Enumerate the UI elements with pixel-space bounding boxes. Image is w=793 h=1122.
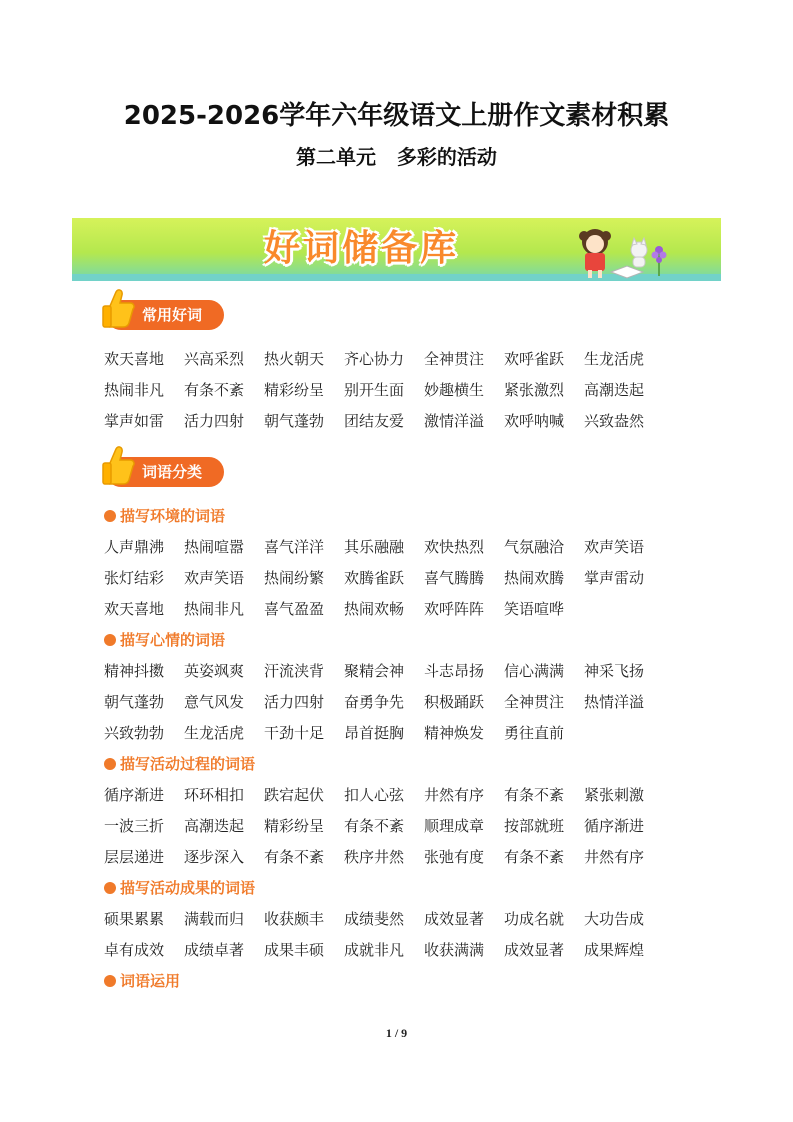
word-item: 兴致盎然 xyxy=(584,412,645,430)
word-item: 热闹欢畅 xyxy=(344,600,405,618)
word-item: 热情洋溢 xyxy=(584,693,645,711)
word-item: 掌声雷动 xyxy=(584,569,645,587)
word-row xyxy=(104,722,584,744)
word-item: 成绩斐然 xyxy=(344,910,405,928)
category-heading xyxy=(104,877,255,899)
category-heading xyxy=(104,505,225,527)
word-item: 顺理成章 xyxy=(424,817,485,835)
category-title: 描写活动成果的词语 xyxy=(120,879,256,897)
word-item: 成效显著 xyxy=(424,910,485,928)
word-row xyxy=(104,784,664,806)
word-item: 活力四射 xyxy=(184,412,245,430)
word-item: 环环相扣 xyxy=(184,786,245,804)
word-item: 朝气蓬勃 xyxy=(264,412,325,430)
word-item: 功成名就 xyxy=(504,910,565,928)
word-item: 热闹非凡 xyxy=(104,381,165,399)
word-item: 英姿飒爽 xyxy=(184,662,245,680)
word-item: 逐步深入 xyxy=(184,848,245,866)
word-item: 大功告成 xyxy=(584,910,645,928)
banner xyxy=(72,218,721,281)
section-badge-common xyxy=(106,300,224,330)
word-item: 掌声如雷 xyxy=(104,412,165,430)
section-badge-label: 词语分类 xyxy=(142,463,203,481)
bullet-dot-icon xyxy=(104,510,116,522)
word-item: 全神贯注 xyxy=(504,693,565,711)
word-item: 欢呼呐喊 xyxy=(504,412,565,430)
word-item: 按部就班 xyxy=(504,817,565,835)
word-item: 妙趣横生 xyxy=(424,381,485,399)
word-item: 高潮迭起 xyxy=(584,381,645,399)
word-item: 层层递进 xyxy=(104,848,165,866)
word-row xyxy=(104,939,664,961)
word-row xyxy=(104,846,664,868)
word-item: 汗流浃背 xyxy=(264,662,325,680)
bullet-dot-icon xyxy=(104,975,116,987)
word-item: 井然有序 xyxy=(584,848,645,866)
section-badge-label: 常用好词 xyxy=(142,306,203,324)
word-row xyxy=(104,691,664,713)
word-item: 精神焕发 xyxy=(424,724,485,742)
word-item: 有条不紊 xyxy=(344,817,405,835)
word-item: 生龙活虎 xyxy=(184,724,245,742)
word-item: 精神抖擞 xyxy=(104,662,165,680)
word-item: 有条不紊 xyxy=(504,786,565,804)
word-item: 紧张刺激 xyxy=(584,786,645,804)
word-item: 欢呼阵阵 xyxy=(424,600,485,618)
word-item: 紧张激烈 xyxy=(504,381,565,399)
word-item: 扣人心弦 xyxy=(344,786,405,804)
word-item: 张灯结彩 xyxy=(104,569,165,587)
word-item: 热火朝天 xyxy=(264,350,325,368)
word-item: 信心满满 xyxy=(504,662,565,680)
page-subtitle: 第二单元 多彩的活动 xyxy=(296,145,497,169)
word-item: 成果丰硕 xyxy=(264,941,325,959)
word-item: 欢天喜地 xyxy=(104,350,165,368)
bullet-dot-icon xyxy=(104,882,116,894)
word-item: 欢快热烈 xyxy=(424,538,485,556)
word-item: 井然有序 xyxy=(424,786,485,804)
word-row xyxy=(104,598,584,620)
word-item: 活力四射 xyxy=(264,693,325,711)
word-item: 收获满满 xyxy=(424,941,485,959)
word-item: 欢声笑语 xyxy=(184,569,245,587)
word-item: 聚精会神 xyxy=(344,662,405,680)
word-item: 兴致勃勃 xyxy=(104,724,165,742)
word-item: 全神贯注 xyxy=(424,350,485,368)
word-item: 成效显著 xyxy=(504,941,565,959)
category-title: 描写心情的词语 xyxy=(120,631,226,649)
word-item: 一波三折 xyxy=(104,817,165,835)
word-item: 气氛融洽 xyxy=(504,538,565,556)
word-item: 生龙活虎 xyxy=(584,350,645,368)
word-item: 热闹纷繁 xyxy=(264,569,325,587)
word-item: 热闹喧嚣 xyxy=(184,538,245,556)
category-title: 描写环境的词语 xyxy=(120,507,226,525)
word-item: 有条不紊 xyxy=(184,381,245,399)
bullet-dot-icon xyxy=(104,634,116,646)
word-item: 奋勇争先 xyxy=(344,693,405,711)
word-item: 昂首挺胸 xyxy=(344,724,405,742)
word-row xyxy=(104,815,664,837)
word-item: 有条不紊 xyxy=(264,848,325,866)
category-heading xyxy=(104,970,180,992)
word-item: 神采飞扬 xyxy=(584,662,645,680)
thumbs-up-icon xyxy=(102,445,136,485)
word-item: 欢腾雀跃 xyxy=(344,569,405,587)
word-item: 成就非凡 xyxy=(344,941,405,959)
word-item: 笑语喧哗 xyxy=(504,600,565,618)
word-item: 其乐融融 xyxy=(344,538,405,556)
word-item: 高潮迭起 xyxy=(184,817,245,835)
word-item: 循序渐进 xyxy=(584,817,645,835)
word-item: 欢呼雀跃 xyxy=(504,350,565,368)
word-item: 循序渐进 xyxy=(104,786,165,804)
word-item: 欢天喜地 xyxy=(104,600,165,618)
word-item: 卓有成效 xyxy=(104,941,165,959)
word-item: 齐心协力 xyxy=(344,350,405,368)
word-item: 斗志昂扬 xyxy=(424,662,485,680)
page-title: 2025-2026学年六年级语文上册作文素材积累 xyxy=(123,101,670,131)
word-item: 喜气洋洋 xyxy=(264,538,325,556)
banner-title: 好词储备库 xyxy=(264,228,460,269)
word-row xyxy=(104,908,664,930)
word-item: 意气风发 xyxy=(184,693,245,711)
word-item: 勇往直前 xyxy=(504,724,565,742)
word-item: 积极踊跃 xyxy=(424,693,485,711)
word-item: 秩序井然 xyxy=(344,848,405,866)
word-item: 硕果累累 xyxy=(104,910,165,928)
bullet-dot-icon xyxy=(104,758,116,770)
word-item: 人声鼎沸 xyxy=(104,538,165,556)
word-row xyxy=(104,379,664,401)
girl-reading-icon xyxy=(567,220,677,280)
word-row xyxy=(104,410,664,432)
word-item: 有条不紊 xyxy=(504,848,565,866)
category-heading xyxy=(104,629,225,651)
word-item: 热闹非凡 xyxy=(184,600,245,618)
word-item: 成果辉煌 xyxy=(584,941,645,959)
word-item: 兴高采烈 xyxy=(184,350,245,368)
word-row xyxy=(104,348,664,370)
word-item: 跌宕起伏 xyxy=(264,786,325,804)
category-title: 描写活动过程的词语 xyxy=(120,755,256,773)
word-item: 张弛有度 xyxy=(424,848,485,866)
thumbs-up-icon xyxy=(102,288,136,328)
word-row xyxy=(104,536,664,558)
word-item: 精彩纷呈 xyxy=(264,817,325,835)
word-item: 团结友爱 xyxy=(344,412,405,430)
word-item: 欢声笑语 xyxy=(584,538,645,556)
section-badge-classify xyxy=(106,457,224,487)
word-item: 激情洋溢 xyxy=(424,412,485,430)
word-row xyxy=(104,567,664,589)
word-item: 别开生面 xyxy=(344,381,405,399)
page-number: 1 / 9 xyxy=(385,1026,408,1040)
word-item: 热闹欢腾 xyxy=(504,569,565,587)
word-item: 成绩卓著 xyxy=(184,941,245,959)
word-item: 喜气盈盈 xyxy=(264,600,325,618)
word-item: 满载而归 xyxy=(184,910,245,928)
word-item: 朝气蓬勃 xyxy=(104,693,165,711)
word-item: 干劲十足 xyxy=(264,724,325,742)
word-item: 收获颇丰 xyxy=(264,910,325,928)
category-heading xyxy=(104,753,255,775)
word-item: 精彩纷呈 xyxy=(264,381,325,399)
category-title: 词语运用 xyxy=(120,972,181,990)
word-item: 喜气腾腾 xyxy=(424,569,485,587)
word-row xyxy=(104,660,664,682)
